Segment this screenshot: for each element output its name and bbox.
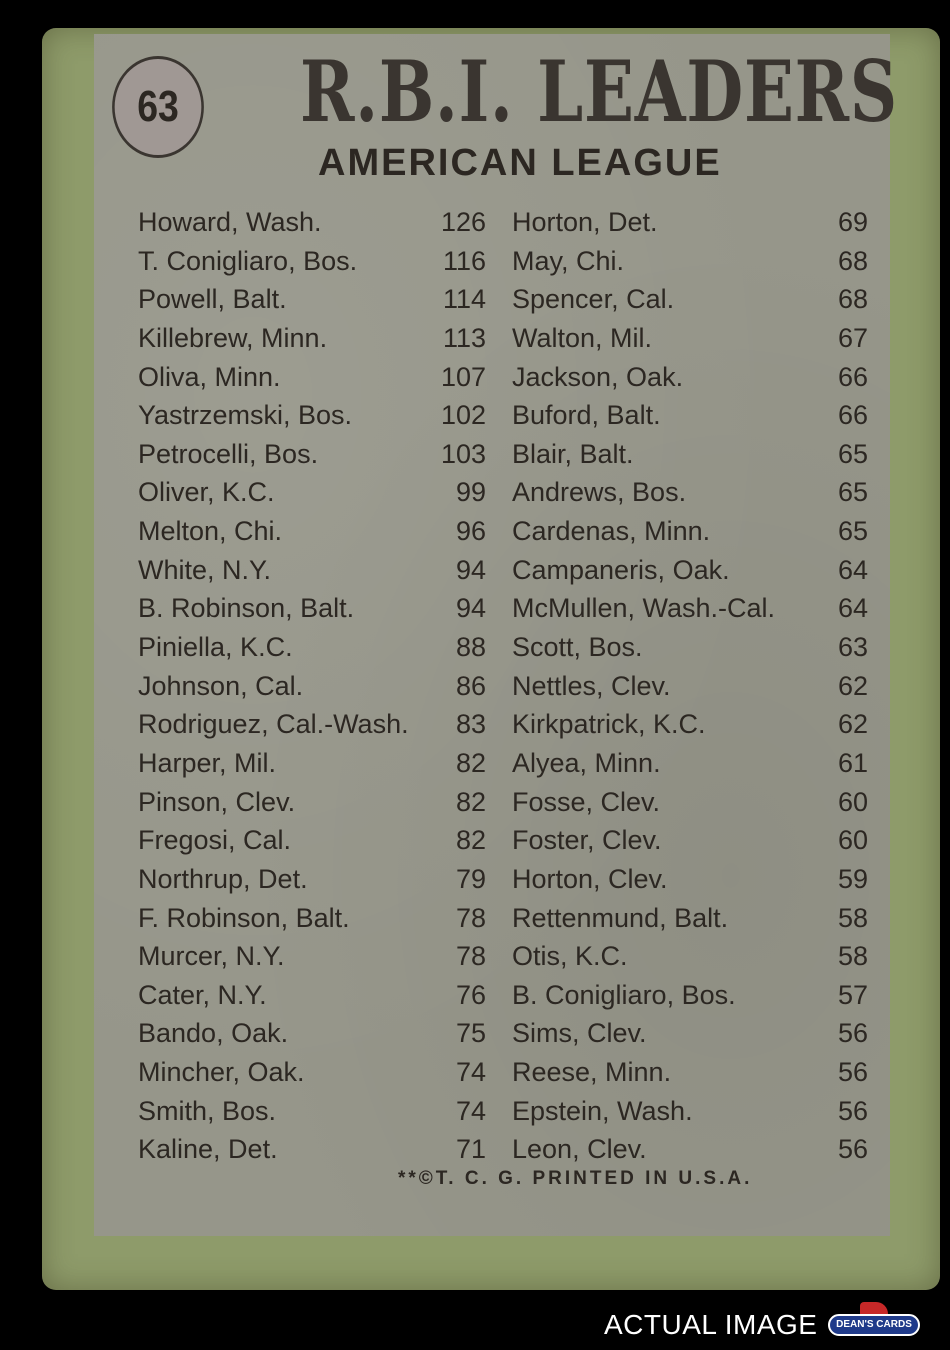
- player-name: B. Robinson, Balt.: [138, 593, 355, 624]
- rbi-leaders-table: [138, 203, 868, 1169]
- player-name: Rodriguez, Cal.-Wash.: [138, 709, 409, 740]
- rbi-value: 56: [837, 1018, 868, 1049]
- table-row: [138, 1053, 868, 1092]
- player-name: McMullen, Wash.-Cal.: [512, 593, 776, 624]
- player-name: Nettles, Clev.: [512, 670, 671, 701]
- table-row: [138, 512, 868, 551]
- rbi-value: 86: [455, 670, 486, 701]
- rbi-value: 68: [837, 245, 868, 276]
- player-name: Jackson, Oak.: [512, 361, 684, 392]
- player-name: Oliva, Minn.: [138, 361, 281, 392]
- rbi-value: 78: [455, 902, 486, 933]
- rbi-value: 56: [837, 1134, 868, 1165]
- player-name: F. Robinson, Balt.: [138, 902, 350, 933]
- rbi-value: 58: [837, 902, 868, 933]
- card-title: R.B.I. LEADERS: [300, 42, 899, 141]
- rbi-value: 56: [837, 1095, 868, 1126]
- player-name: Buford, Balt.: [512, 400, 661, 431]
- rbi-value: 65: [837, 477, 868, 508]
- player-name: Johnson, Cal.: [138, 670, 304, 701]
- player-name: Piniella, K.C.: [138, 632, 293, 663]
- player-name: Sims, Clev.: [512, 1018, 647, 1049]
- table-row: [138, 705, 868, 744]
- player-name: Melton, Chi.: [138, 516, 283, 547]
- player-name: Rettenmund, Balt.: [512, 902, 729, 933]
- player-name: Horton, Clev.: [512, 863, 668, 894]
- table-row: [138, 667, 868, 706]
- player-name: Fosse, Clev.: [512, 786, 661, 817]
- player-name: Killebrew, Minn.: [138, 322, 328, 353]
- player-name: Foster, Clev.: [512, 825, 662, 856]
- rbi-value: 116: [442, 245, 486, 276]
- player-name: May, Chi.: [512, 245, 625, 276]
- player-name: Northrup, Det.: [138, 863, 308, 894]
- player-name: White, N.Y.: [138, 554, 272, 585]
- logo-text: DEAN'S CARDS: [828, 1314, 920, 1336]
- rbi-value: 57: [837, 979, 868, 1010]
- rbi-value: 66: [837, 400, 868, 431]
- player-name: Yastrzemski, Bos.: [138, 400, 353, 431]
- rbi-value: 74: [455, 1095, 486, 1126]
- rbi-value: 82: [455, 747, 486, 778]
- table-row: [138, 1092, 868, 1131]
- player-name: Murcer, N.Y.: [138, 941, 285, 972]
- rbi-value: 60: [837, 786, 868, 817]
- deans-cards-logo: [828, 1304, 920, 1344]
- table-row: [138, 1130, 868, 1169]
- rbi-value: 71: [455, 1134, 486, 1165]
- rbi-value: 64: [837, 554, 868, 585]
- player-name: Andrews, Bos.: [512, 477, 687, 508]
- player-name: Campaneris, Oak.: [512, 554, 730, 585]
- rbi-value: 113: [442, 322, 486, 353]
- player-name: Walton, Mil.: [512, 322, 653, 353]
- rbi-value: 78: [455, 941, 486, 972]
- table-row: [138, 242, 868, 281]
- rbi-value: 67: [837, 322, 868, 353]
- rbi-value: 64: [837, 593, 868, 624]
- league-subtitle: AMERICAN LEAGUE: [318, 142, 722, 184]
- rbi-value: 66: [837, 361, 868, 392]
- rbi-value: 94: [455, 593, 486, 624]
- rbi-value: 58: [837, 941, 868, 972]
- player-name: Horton, Det.: [512, 207, 658, 237]
- table-row: [138, 203, 868, 242]
- rbi-value: 69: [837, 207, 868, 237]
- table-row: [138, 280, 868, 319]
- table-row: [138, 319, 868, 358]
- player-name: Scott, Bos.: [512, 632, 643, 663]
- player-name: Epstein, Wash.: [512, 1095, 693, 1126]
- player-name: Bando, Oak.: [138, 1018, 289, 1049]
- rbi-value: 88: [455, 632, 486, 663]
- player-name: Fregosi, Cal.: [138, 825, 292, 856]
- player-name: Reese, Minn.: [512, 1057, 672, 1088]
- table-row: [138, 937, 868, 976]
- player-name: Oliver, K.C.: [138, 477, 275, 508]
- player-name: Petrocelli, Bos.: [138, 438, 319, 469]
- rbi-value: 61: [837, 747, 868, 778]
- table-row: [138, 821, 868, 860]
- player-name: Spencer, Cal.: [512, 284, 675, 315]
- rbi-value: 76: [455, 979, 486, 1010]
- rbi-value: 82: [455, 786, 486, 817]
- rbi-value: 102: [440, 400, 486, 431]
- rbi-value: 62: [837, 709, 868, 740]
- table-row: [138, 435, 868, 474]
- rbi-value: 60: [837, 825, 868, 856]
- rbi-value: 75: [455, 1018, 486, 1049]
- table-row: [138, 976, 868, 1015]
- rbi-value: 68: [837, 284, 868, 315]
- table-row: [138, 589, 868, 628]
- rbi-value: 94: [455, 554, 486, 585]
- card-number-badge: 63: [112, 56, 204, 158]
- table-row: [138, 628, 868, 667]
- table-row: [138, 1014, 868, 1053]
- rbi-value: 65: [837, 516, 868, 547]
- player-name: Alyea, Minn.: [512, 747, 661, 778]
- player-name: Pinson, Clev.: [138, 786, 296, 817]
- player-name: Leon, Clev.: [512, 1134, 647, 1165]
- table-row: [138, 860, 868, 899]
- table-row: [138, 744, 868, 783]
- rbi-value: 65: [837, 438, 868, 469]
- rbi-value: 103: [440, 438, 486, 469]
- copyright-footer: **©T. C. G. PRINTED IN U.S.A.: [398, 1168, 753, 1189]
- player-name: Powell, Balt.: [138, 284, 287, 315]
- rbi-value: 114: [442, 284, 486, 315]
- table-row: [138, 899, 868, 938]
- rbi-value: 56: [837, 1057, 868, 1088]
- rbi-value: 107: [440, 361, 486, 392]
- table-row: [138, 358, 868, 397]
- rbi-value: 82: [455, 825, 486, 856]
- rbi-value: 63: [837, 632, 868, 663]
- table-row: [138, 551, 868, 590]
- table-row: [138, 473, 868, 512]
- player-name: Kirkpatrick, K.C.: [512, 709, 706, 740]
- rbi-value: 74: [455, 1057, 486, 1088]
- rbi-value: 83: [455, 709, 486, 740]
- table-row: [138, 396, 868, 435]
- player-name: Howard, Wash.: [138, 207, 322, 237]
- player-name: Harper, Mil.: [138, 747, 277, 778]
- player-name: B. Conigliaro, Bos.: [512, 979, 736, 1010]
- table-row: [138, 783, 868, 822]
- rbi-value: 59: [837, 863, 868, 894]
- actual-image-label: ACTUAL IMAGE: [604, 1309, 818, 1340]
- rbi-value: 79: [455, 863, 486, 894]
- player-name: Smith, Bos.: [138, 1095, 277, 1126]
- player-name: Cater, N.Y.: [138, 979, 267, 1010]
- player-name: T. Conigliaro, Bos.: [138, 245, 358, 276]
- player-name: Mincher, Oak.: [138, 1057, 305, 1088]
- rbi-value: 99: [455, 477, 486, 508]
- player-name: Cardenas, Minn.: [512, 516, 711, 547]
- rbi-value: 96: [455, 516, 486, 547]
- rbi-value: 62: [837, 670, 868, 701]
- player-name: Blair, Balt.: [512, 438, 634, 469]
- player-name: Kaline, Det.: [138, 1134, 278, 1165]
- player-name: Otis, K.C.: [512, 941, 628, 972]
- rbi-value: 126: [440, 207, 486, 237]
